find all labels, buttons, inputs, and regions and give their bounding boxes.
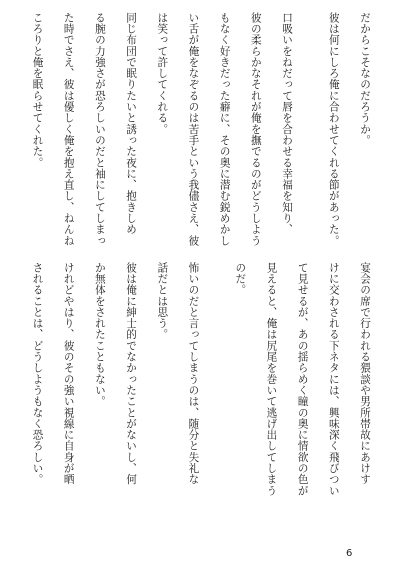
lower-text-column: 宴会の席で行われる猥談や男所帯故にあけす xyxy=(359,262,371,485)
upper-text-column: 彼の柔らかなそれが俺を撫でるのがどうしよう xyxy=(249,12,262,247)
lower-text-column: 怖いのだと言ってしまうのは、随分と失礼な xyxy=(187,262,200,485)
lower-text-column: て見せるが、あの揺らめく瞳の奥に情欲の色が xyxy=(296,262,309,497)
lower-text-column: 話だとは思う。 xyxy=(156,262,169,341)
page-number: 6 xyxy=(346,548,353,559)
lower-text-column: けれどやはり、彼のその強い視線に自身が晒 xyxy=(62,262,75,485)
lower-text-column: 彼は俺に紳士的でなかったことがないし、何 xyxy=(125,262,138,485)
upper-text-column: ころりと俺を眠らせてくれた。 xyxy=(31,12,44,169)
lower-text-column: けに交わされる下ネタには、興味深く飛びつい xyxy=(327,262,340,497)
lower-text-column: されることは、どうしようもなく恐ろしい。 xyxy=(31,262,44,485)
upper-text-column: だからこそなのだろうか。 xyxy=(359,12,371,146)
upper-text-column: た時でさえ、彼は優しく俺を抱え直し、ねんね xyxy=(62,12,75,247)
upper-text-column: 同じ布団で眠りたいと誘った夜に、抱きしめ xyxy=(125,12,138,235)
lower-text-column: か無体をされたこともない。 xyxy=(93,262,106,407)
upper-text-column: 彼は何にしろ俺に合わせてくれる節があった。 xyxy=(327,12,340,247)
upper-text-column: 口吸いをねだって唇を合わせる幸福を知り、 xyxy=(281,12,294,235)
upper-text-block xyxy=(20,12,372,272)
upper-text-column: は笑って許してくれる。 xyxy=(156,12,169,135)
lower-text-block xyxy=(20,262,372,542)
upper-text-column: い舌が俺をなぞるのは苦手という我儘さえ、彼 xyxy=(187,12,200,247)
upper-text-column: もなく好きだった癖に、その奥に潜む鋭めかし xyxy=(218,12,231,247)
upper-text-column: る腕の力強さが恐ろしいのだと袖にしてしまっ xyxy=(93,12,106,247)
lower-text-column: のだ。 xyxy=(234,262,247,296)
lower-text-column: 見えると、俺は尻尾を巻いて逃げ出してしまう xyxy=(265,262,278,497)
